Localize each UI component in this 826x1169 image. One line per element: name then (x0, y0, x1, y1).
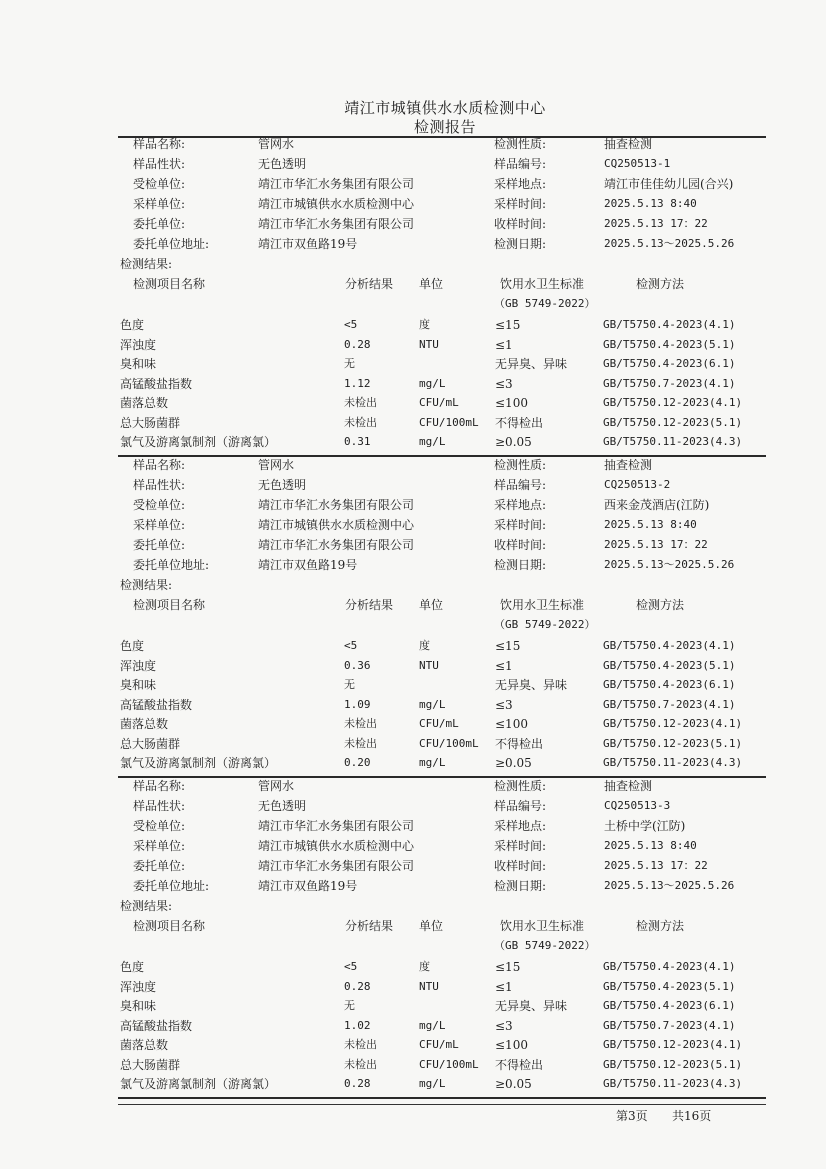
sampling-unit-label: 采样单位: (133, 518, 186, 532)
method-value: GB/T5750.4-2023(6.1) (603, 357, 736, 370)
standard-value: ≤3 (495, 376, 513, 391)
result-value: <5 (344, 960, 358, 973)
sampling-time: 2025.5.13 8:40 (604, 518, 697, 531)
unit-value: 度 (419, 639, 430, 652)
result-value: 未检出 (344, 717, 377, 730)
receive-time-label: 收样时间: (494, 538, 547, 552)
standard-value: 不得检出 (495, 415, 544, 430)
standard-value: 无异臭、异味 (495, 999, 568, 1013)
client-unit-label: 委托单位: (133, 217, 186, 231)
unit-value: 度 (419, 318, 430, 331)
result-value: 1.12 (344, 376, 371, 390)
result-value: 0.28 (344, 1077, 371, 1090)
method-value: GB/T5750.11-2023(4.3) (603, 756, 743, 769)
item-name: 菌落总数 (120, 396, 169, 410)
sampling-unit: 靖江市城镇供水水质检测中心 (258, 839, 415, 853)
unit-value: NTU (419, 658, 439, 672)
unit-value: NTU (419, 979, 439, 993)
sample-name-label: 样品名称: (133, 137, 186, 151)
result-value: 0.36 (344, 658, 371, 672)
standard-value: ≤3 (495, 697, 513, 712)
footer-rule (118, 1104, 766, 1105)
client-unit-label: 委托单位: (133, 859, 186, 873)
column-method-header: 检测方法 (636, 919, 685, 933)
section-divider (118, 1097, 766, 1099)
method-value: GB/T5750.12-2023(4.1) (603, 396, 743, 409)
item-name: 高锰酸盐指数 (120, 376, 193, 391)
standard-value: ≤1 (495, 979, 513, 994)
column-item-header: 检测项目名称 (133, 277, 206, 291)
method-value: GB/T5750.12-2023(4.1) (603, 717, 743, 730)
sample-name: 管网水 (258, 779, 295, 793)
unit-value: mg/L (419, 435, 446, 448)
item-name: 高锰酸盐指数 (120, 1018, 193, 1033)
sample-name-label: 样品名称: (133, 779, 186, 793)
title-rule (118, 136, 766, 138)
column-unit-header: 单位 (419, 277, 444, 291)
result-value: 未检出 (344, 736, 377, 750)
client-address-label: 委托单位地址: (133, 558, 210, 572)
item-name: 臭和味 (120, 678, 157, 692)
method-value: GB/T5750.4-2023(6.1) (603, 999, 736, 1012)
receive-time-label: 收样时间: (494, 859, 547, 873)
method-value: GB/T5750.7-2023(4.1) (603, 376, 736, 390)
method-value: GB/T5750.4-2023(4.1) (603, 318, 736, 331)
result-value: 未检出 (344, 1057, 377, 1071)
test-nature: 抽查检测 (604, 458, 653, 472)
sampling-unit-label: 采样单位: (133, 839, 186, 853)
client-unit: 靖江市华汇水务集团有限公司 (258, 859, 415, 873)
unit-value: CFU/100mL (419, 1057, 479, 1071)
standard-value: ≤1 (495, 658, 513, 673)
standard-value: ≤100 (495, 1038, 528, 1052)
standard-value: 不得检出 (495, 736, 544, 751)
section-divider (118, 776, 766, 778)
test-date: 2025.5.13～2025.5.26 (604, 879, 735, 892)
unit-value: 度 (419, 960, 430, 973)
method-value: GB/T5750.4-2023(4.1) (603, 960, 736, 973)
test-nature-label: 检测性质: (494, 458, 547, 472)
test-nature: 抽查检测 (604, 137, 653, 151)
item-name: 浑浊度 (120, 658, 157, 673)
sample-name: 管网水 (258, 137, 295, 151)
sampling-site: 西来金茂酒店(江防) (604, 498, 710, 512)
method-value: GB/T5750.4-2023(5.1) (603, 979, 736, 993)
result-value: 1.09 (344, 697, 371, 711)
sample-state-label: 样品性状: (133, 157, 186, 171)
result-value: 无 (344, 999, 355, 1012)
client-address-label: 委托单位地址: (133, 879, 210, 893)
method-value: GB/T5750.4-2023(5.1) (603, 658, 736, 672)
sample-state-label: 样品性状: (133, 799, 186, 813)
sample-state: 无色透明 (258, 157, 307, 171)
method-value: GB/T5750.12-2023(5.1) (603, 1057, 743, 1071)
column-standard-header: 饮用水卫生标准 (500, 277, 585, 291)
result-value: 0.31 (344, 435, 371, 448)
test-nature-label: 检测性质: (494, 137, 547, 151)
client-address: 靖江市双鱼路19号 (258, 879, 358, 893)
unit-value: mg/L (419, 697, 446, 711)
inspected-unit-label: 受检单位: (133, 819, 186, 833)
method-value: GB/T5750.4-2023(4.1) (603, 639, 736, 652)
org-title: 靖江市城镇供水水质检测中心 (344, 99, 546, 117)
standard-value: ≤15 (495, 960, 521, 974)
item-name: 臭和味 (120, 999, 157, 1013)
sampling-unit: 靖江市城镇供水水质检测中心 (258, 197, 415, 211)
inspected-unit: 靖江市华汇水务集团有限公司 (258, 819, 415, 833)
standard-value: ≥0.05 (495, 756, 532, 770)
sampling-time: 2025.5.13 8:40 (604, 197, 697, 210)
client-address-label: 委托单位地址: (133, 237, 210, 251)
sampling-time-label: 采样时间: (494, 197, 547, 211)
sampling-time-label: 采样时间: (494, 839, 547, 853)
item-name: 高锰酸盐指数 (120, 697, 193, 712)
standard-value: 不得检出 (495, 1057, 544, 1072)
results-heading: 检测结果: (120, 257, 173, 271)
column-unit-header: 单位 (419, 598, 444, 612)
client-unit: 靖江市华汇水务集团有限公司 (258, 538, 415, 552)
unit-value: mg/L (419, 756, 446, 769)
client-unit: 靖江市华汇水务集团有限公司 (258, 217, 415, 231)
sample-number: CQ250513-3 (604, 799, 671, 812)
test-date-label: 检测日期: (494, 558, 547, 572)
standard-value: ≤1 (495, 337, 513, 352)
sampling-unit-label: 采样单位: (133, 197, 186, 211)
unit-value: CFU/100mL (419, 415, 479, 429)
item-name: 氯气及游离氯制剂（游离氯） (120, 1077, 277, 1091)
item-name: 总大肠菌群 (120, 736, 181, 751)
unit-value: CFU/mL (419, 717, 459, 730)
method-value: GB/T5750.12-2023(4.1) (603, 1038, 743, 1051)
item-name: 色度 (120, 318, 145, 332)
results-heading: 检测结果: (120, 899, 173, 913)
method-value: GB/T5750.4-2023(5.1) (603, 337, 736, 351)
inspected-unit-label: 受检单位: (133, 177, 186, 191)
standard-value: ≤15 (495, 639, 521, 653)
result-value: 无 (344, 678, 355, 691)
report-title: 检测报告 (413, 118, 476, 136)
column-standard-code: （GB 5749-2022） (494, 618, 596, 631)
item-name: 总大肠菌群 (120, 415, 181, 430)
client-address: 靖江市双鱼路19号 (258, 558, 358, 572)
item-name: 总大肠菌群 (120, 1057, 181, 1072)
column-standard-code: （GB 5749-2022） (494, 297, 596, 310)
item-name: 浑浊度 (120, 337, 157, 352)
result-value: 0.28 (344, 979, 371, 993)
column-method-header: 检测方法 (636, 277, 685, 291)
sampling-time-label: 采样时间: (494, 518, 547, 532)
client-unit-label: 委托单位: (133, 538, 186, 552)
test-nature-label: 检测性质: (494, 779, 547, 793)
unit-value: mg/L (419, 1018, 446, 1032)
standard-value: 无异臭、异味 (495, 357, 568, 371)
sampling-unit: 靖江市城镇供水水质检测中心 (258, 518, 415, 532)
test-date: 2025.5.13～2025.5.26 (604, 237, 735, 250)
unit-value: CFU/mL (419, 396, 459, 409)
sample-state: 无色透明 (258, 478, 307, 492)
result-value: 1.02 (344, 1018, 371, 1032)
sample-number-label: 样品编号: (494, 478, 547, 492)
unit-value: mg/L (419, 376, 446, 390)
results-heading: 检测结果: (120, 578, 173, 592)
receive-time: 2025.5.13 17：22 (604, 217, 708, 230)
method-value: GB/T5750.7-2023(4.1) (603, 1018, 736, 1032)
item-name: 色度 (120, 960, 145, 974)
method-value: GB/T5750.11-2023(4.3) (603, 435, 743, 448)
test-date: 2025.5.13～2025.5.26 (604, 558, 735, 571)
receive-time-label: 收样时间: (494, 217, 547, 231)
sample-name-label: 样品名称: (133, 458, 186, 472)
item-name: 氯气及游离氯制剂（游离氯） (120, 435, 277, 449)
sample-state: 无色透明 (258, 799, 307, 813)
sample-number: CQ250513-1 (604, 157, 671, 170)
result-value: 无 (344, 357, 355, 370)
item-name: 氯气及游离氯制剂（游离氯） (120, 756, 277, 770)
result-value: <5 (344, 639, 358, 652)
sample-number-label: 样品编号: (494, 799, 547, 813)
client-address: 靖江市双鱼路19号 (258, 237, 358, 251)
unit-value: CFU/100mL (419, 736, 479, 750)
method-value: GB/T5750.11-2023(4.3) (603, 1077, 743, 1090)
page-number: 第3页 (616, 1109, 648, 1123)
result-value: 未检出 (344, 415, 377, 429)
sample-state-label: 样品性状: (133, 478, 186, 492)
receive-time: 2025.5.13 17：22 (604, 538, 708, 551)
column-result-header: 分析结果 (345, 919, 394, 933)
section-divider (118, 455, 766, 457)
column-standard-header: 饮用水卫生标准 (500, 919, 585, 933)
sample-number-label: 样品编号: (494, 157, 547, 171)
standard-value: 无异臭、异味 (495, 678, 568, 692)
column-standard-code: （GB 5749-2022） (494, 939, 596, 952)
item-name: 臭和味 (120, 357, 157, 371)
standard-value: ≥0.05 (495, 1077, 532, 1091)
column-unit-header: 单位 (419, 919, 444, 933)
method-value: GB/T5750.7-2023(4.1) (603, 697, 736, 711)
result-value: 0.20 (344, 756, 371, 769)
sample-number: CQ250513-2 (604, 478, 671, 491)
item-name: 菌落总数 (120, 1038, 169, 1052)
standard-value: ≥0.05 (495, 435, 532, 449)
receive-time: 2025.5.13 17：22 (604, 859, 708, 872)
method-value: GB/T5750.12-2023(5.1) (603, 736, 743, 750)
column-result-header: 分析结果 (345, 598, 394, 612)
inspected-unit-label: 受检单位: (133, 498, 186, 512)
sampling-site-label: 采样地点: (494, 819, 547, 833)
method-value: GB/T5750.12-2023(5.1) (603, 415, 743, 429)
column-result-header: 分析结果 (345, 277, 394, 291)
inspected-unit: 靖江市华汇水务集团有限公司 (258, 498, 415, 512)
standard-value: ≤100 (495, 717, 528, 731)
column-item-header: 检测项目名称 (133, 919, 206, 933)
sampling-site-label: 采样地点: (494, 177, 547, 191)
inspected-unit: 靖江市华汇水务集团有限公司 (258, 177, 415, 191)
test-date-label: 检测日期: (494, 237, 547, 251)
method-value: GB/T5750.4-2023(6.1) (603, 678, 736, 691)
unit-value: NTU (419, 337, 439, 351)
item-name: 菌落总数 (120, 717, 169, 731)
page-total: 共16页 (672, 1109, 712, 1123)
sampling-site: 靖江市佳佳幼儿园(合兴) (604, 177, 734, 191)
test-date-label: 检测日期: (494, 879, 547, 893)
unit-value: mg/L (419, 1077, 446, 1090)
sampling-time: 2025.5.13 8:40 (604, 839, 697, 852)
item-name: 色度 (120, 639, 145, 653)
item-name: 浑浊度 (120, 979, 157, 994)
sample-name: 管网水 (258, 458, 295, 472)
result-value: 未检出 (344, 1038, 377, 1051)
result-value: 未检出 (344, 396, 377, 409)
column-item-header: 检测项目名称 (133, 598, 206, 612)
column-method-header: 检测方法 (636, 598, 685, 612)
standard-value: ≤3 (495, 1018, 513, 1033)
result-value: 0.28 (344, 337, 371, 351)
standard-value: ≤15 (495, 318, 521, 332)
sampling-site-label: 采样地点: (494, 498, 547, 512)
unit-value: CFU/mL (419, 1038, 459, 1051)
standard-value: ≤100 (495, 396, 528, 410)
column-standard-header: 饮用水卫生标准 (500, 598, 585, 612)
test-nature: 抽查检测 (604, 779, 653, 793)
result-value: <5 (344, 318, 358, 331)
sampling-site: 土桥中学(江防) (604, 819, 686, 833)
